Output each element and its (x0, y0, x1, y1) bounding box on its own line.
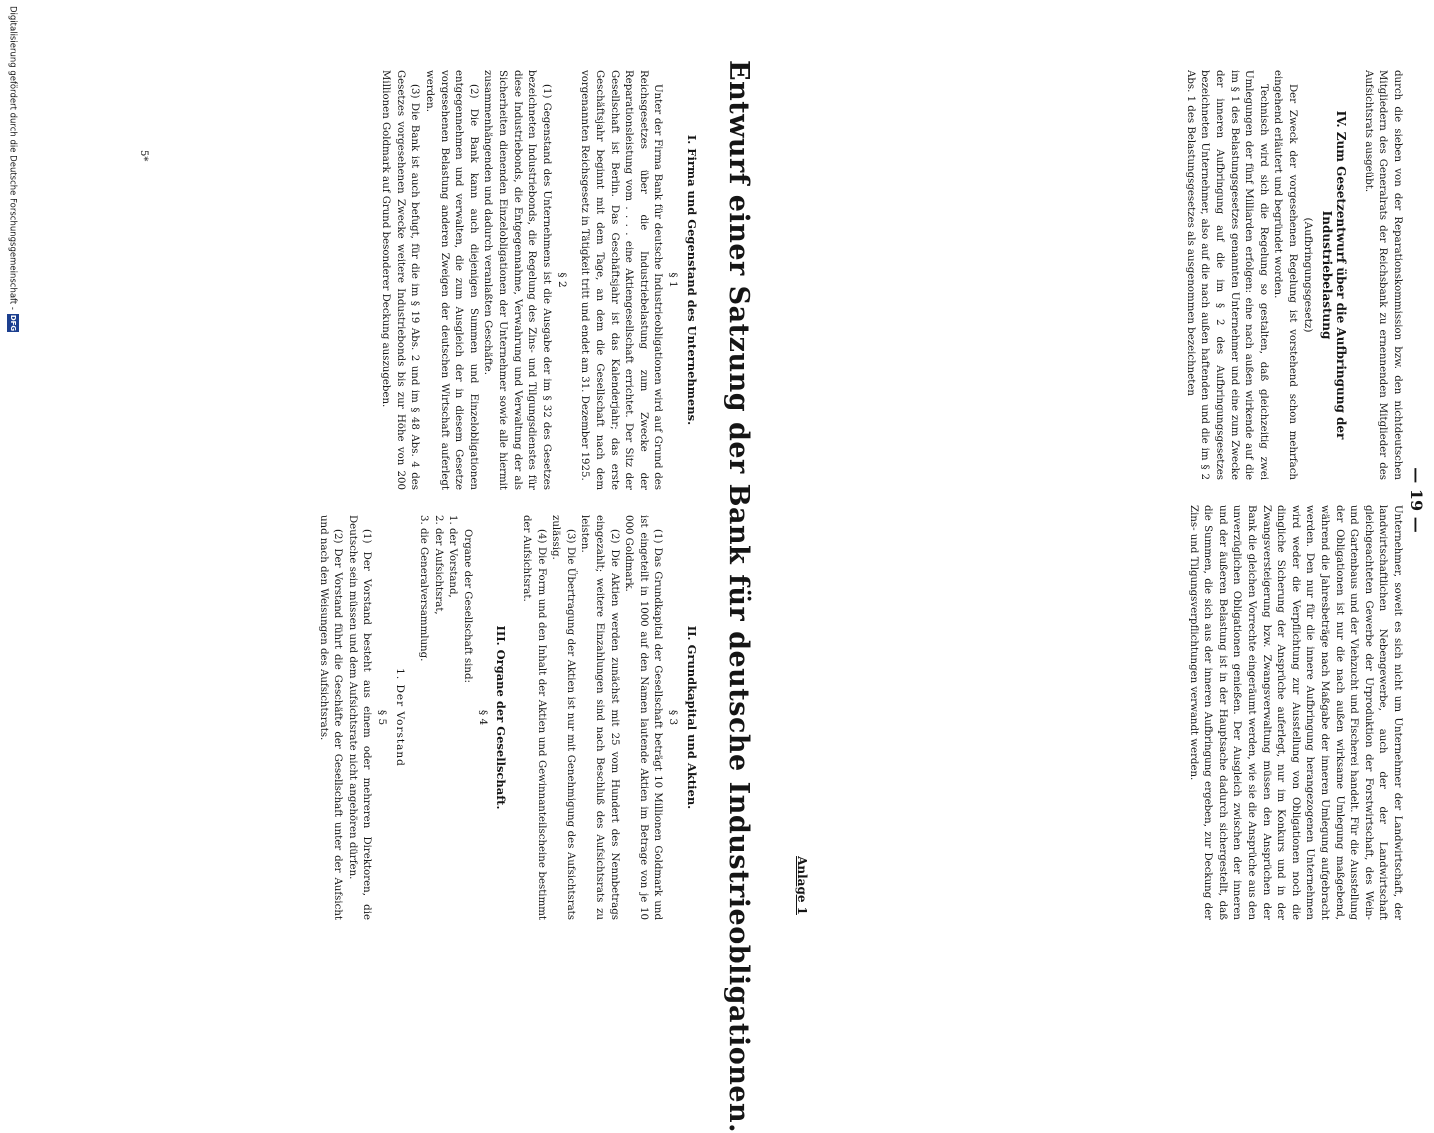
paragraph: (1) Gegenstand des Unternehmens ist die Ausgabe der im § 32 des Gesetzes bezeichneten Industriebonds, die Regelung des Zins- und Tilgungsdienstes für diese Industriebonds, die Entgegennahme, Verwahrung und Verwaltung der als Sicherheiten dienenden Einzelobligationen der Unternehmer sowie alle hiermit zusammenhängenden und dadurch veranlaßten Geschäfte. (482, 70, 552, 490)
list-item: 1. der Vorstand, (447, 515, 459, 598)
paragraph: (3) Die Bank ist auch befugt, für die im § 19 Abs. 2 und im § 48 Abs. 4 des Gesetzes vorgesehenen Zwecke weitere Industriebonds bis zur Höhe von 200 Millionen Goldmark auf Grund besonderer Deckung auszugeben. (380, 70, 421, 490)
paragraph: (2) Die Aktien werden zunächst mit 25 vom Hundert des Nennbetrags eingezahlt; weitere Einzahlungen sind nach Beschluß des Aufsichtsrats zu leisten. (579, 515, 620, 920)
paragraph: Technisch wird sich die Regelung so gestalten, daß gleichzeitig zwei Umlegungen der fünf Milliarden erfolgen: eine nach außen wirkende auf die im § 1 des Belastungsgesetzes genannten Unternehmer und eine zum Zwecke der inneren Aufbringung auf die im § 2 des Aufbringungsgesetzes bezeichneten Unternehmer, also auf die nach außen haftenden und die im § 2 Abs. 1 des Belastungsgesetzes als ausgenommen bezeichneten (1184, 70, 1269, 480)
annex-label: Anlage 1 (795, 856, 809, 915)
paragraph: (1) Der Vorstand besteht aus einem oder mehreren Direktoren, die Deutsche sein müssen und dem Aufsichtsrate nicht angehören dürfen. (346, 515, 373, 920)
digitization-footer (7, 6, 19, 996)
paragraph: Unter der Firma Bank für deutsche Industrieobligationen wird auf Grund des Reichsgesetzes über die Industriebelastung zum Zwecke der Reparationsleistung vom . . . . eine Aktiengesellschaft errichtet. Der Sitz der Gesellschaft ist Berlin. Das Geschäftsjahr ist das Kalenderjahr; das erste Geschäftsjahr beginnt mit dem Tage, an dem die Gesellschaft nach dem vorgenannten Reichsgesetz in Tätigkeit tritt und endet am 31. Dezember 1925. (579, 70, 664, 490)
footer-text: Digitalisierung gefördert durch die Deutsche Forschungsgemeinschaft - (7, 6, 18, 310)
paragraph: Unternehmer, soweit es sich nicht um Unternehmer der Landwirtschaft, der landwirtschaftlichen Nebengewerbe, auch der der Landwirtschaft gleichgeachteten Gewerbe der Urproduktion der Forstwirtschaft, des Wein- und Gartenbaus und der Viehzucht und Fischerei handelt. Für die Ausstellung der Obligationen ist nur die nach außen wirksame Umlegung maßgebend, während die Jahresbeträge nach Maßgabe der inneren Umlegung aufgebracht werden. Den nur für die innere Aufbringung herangezogenen Unternehmen wird weder die Verpflichtung zur Ausstellung von Obligationen noch die dingliche Sicherung der Ansprüche auferlegt, nur im Konkurs und in der Zwangsversteigerung bzw. Zwangsverwaltung müssen den Ansprüchen der Bank die gleichen Vorrechte eingeräumt werden, wie sie die Ansprüche aus den unverzüglichen Obligationen genießen. Der Ausgleich zwischen der inneren und der äußeren Belastung ist in der Hauptsache dadurch sichergestellt, daß die Summen, die sich aus der inneren Aufbringung ergeben, zur Deckung der Zins- und Tilgungsverpflichtungen verwandt werden. (1187, 505, 1403, 920)
signature-mark: 5* (138, 150, 149, 162)
paragraph: Organe der Gesellschaft sind: (461, 529, 473, 683)
paragraph: (4) Die Form und den Inhalt der Aktien und Gewinnanteilscheine bestimmt der Aufsichtsrat. (521, 515, 547, 920)
paragraph-label: § 1 (667, 272, 680, 288)
lower-right-column (315, 515, 699, 920)
paragraph-label: § 2 (555, 272, 568, 288)
dfg-logo-icon: DFG (9, 314, 17, 332)
paragraph-label: § 5 (376, 709, 389, 726)
paragraph: durch die sieben von der Reparationskommission bzw. den nichtdeutschen Mitgliedern des Generalrats der Reichsbank zu ernennenden Mitglieder des Aufsichtsrats ausgeübt. (1362, 70, 1403, 480)
paragraph-label: § 4 (476, 709, 489, 726)
sub-heading: 1. Der Vorstand (394, 668, 407, 767)
lower-left-column (378, 70, 699, 490)
paragraph-label: § 3 (667, 709, 680, 726)
chapter-heading: III. Organe der Gesellschaft. (494, 625, 509, 810)
organ-list (416, 515, 460, 920)
section-heading: IV. Zum Gesetzentwurf über die Aufbringung der Industriebelastung (1319, 110, 1349, 440)
chapter-heading: I. Firma und Gegenstand des Unternehmens. (685, 134, 699, 426)
paragraph: Der Zweck der vorgesehenen Regelung ist vorstehend schon mehrfach eingehend erläutert und begründet worden. (1272, 70, 1299, 480)
page-number: — 19 — (1407, 467, 1426, 533)
chapter-heading: II. Grundkapital und Aktien. (685, 625, 699, 810)
document-title: Entwurf einer Satzung der Bank für deutsche Industrieobligationen. (723, 60, 754, 1133)
paragraph: (2) Der Vorstand führt die Geschäfte der Gesellschaft unter der Aufsicht und nach den Weisungen des Aufsichtsrats. (317, 515, 344, 920)
list-item: 2. der Aufsichtsrat, (432, 515, 444, 615)
list-item: 3. die Generalversammlung. (418, 515, 430, 662)
upper-left-column (1182, 70, 1404, 480)
section-subheading: (Aufbringungsgesetz) (1302, 217, 1315, 333)
paragraph: (2) Die Bank kann auch diejenigen Summen und Einzelobligationen entgegennehmen und verwalten, die zum Ausgleich der in diesem Gesetze vorgesehenen Belastung anderen Zweigen der deutschen Wirtschaft auferlegt werden. (424, 70, 479, 490)
upper-right-column (1185, 505, 1404, 920)
paragraph: (3) Die Übertragung der Aktien ist nur mit Genehmigung des Aufsichtsrats zulässig. (550, 515, 576, 920)
paragraph: (1) Das Grundkapital der Gesellschaft beträgt 10 Millionen Goldmark und ist eingeteilt in 1000 auf den Namen lautende Aktien im Betrage von je 10 000 Goldmark. (623, 515, 664, 920)
